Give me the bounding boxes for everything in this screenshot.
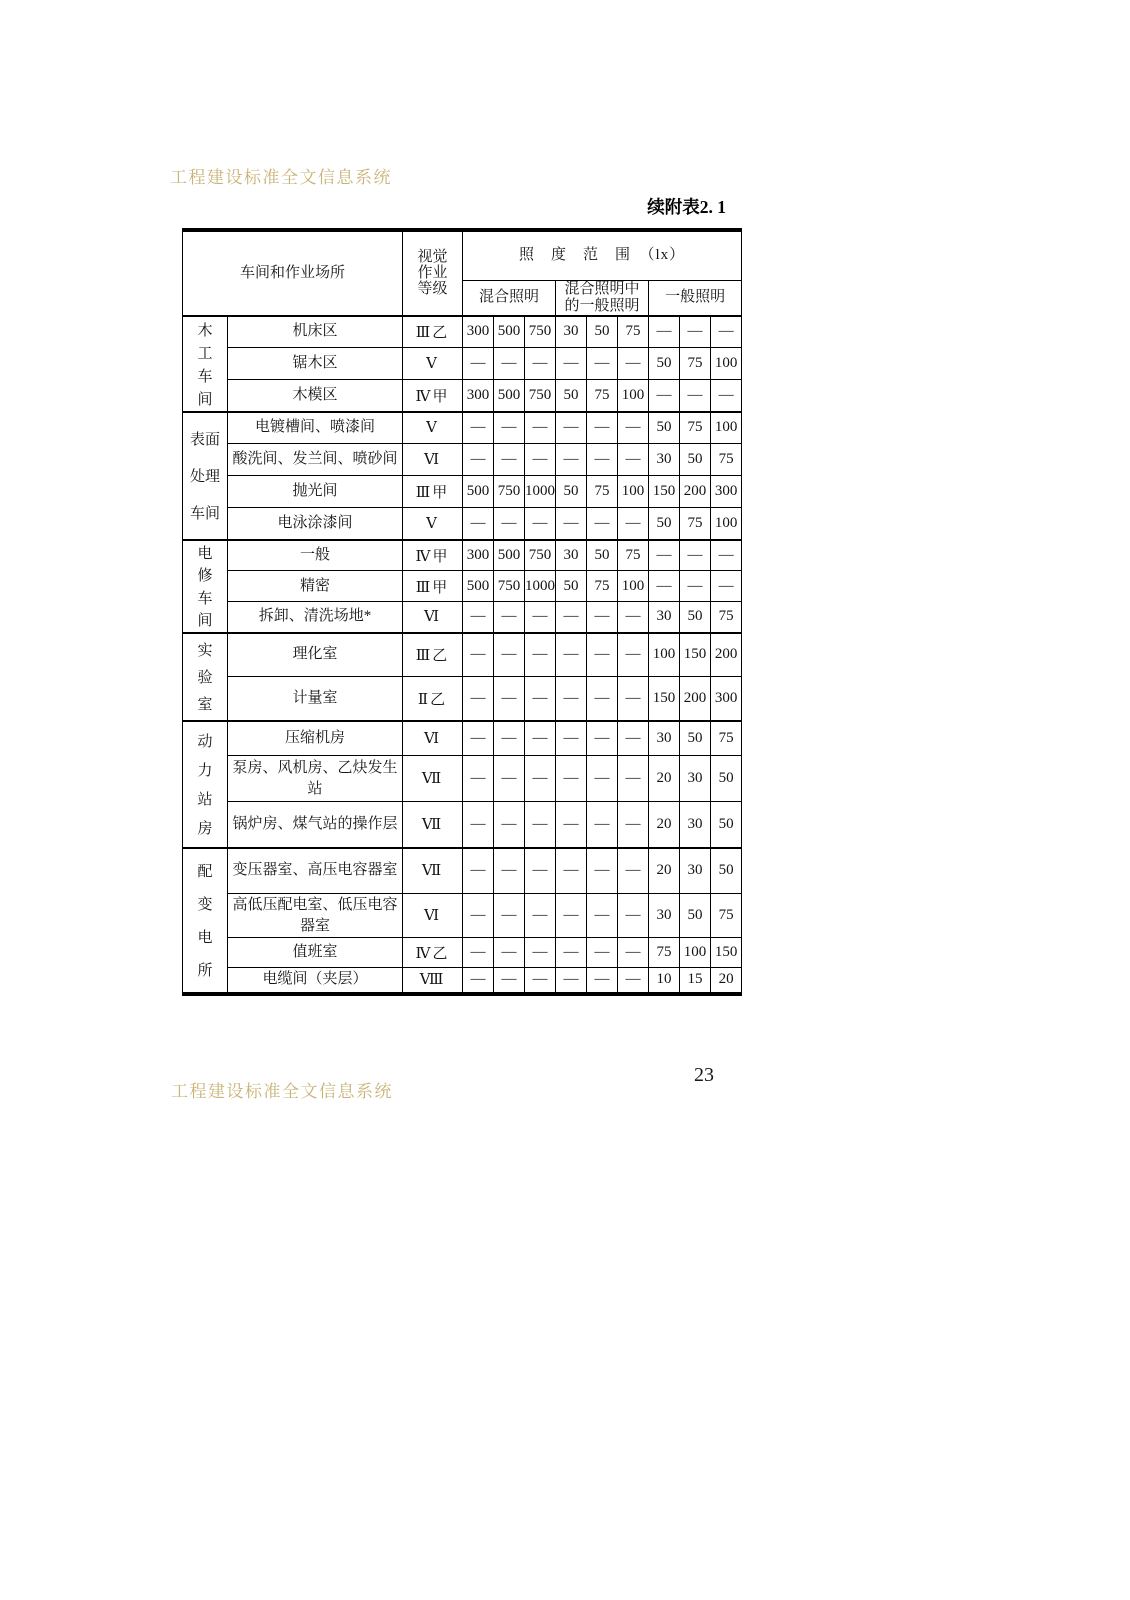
illuminance-value-cell: — (587, 968, 618, 994)
illuminance-value-cell: — (463, 677, 494, 721)
table-row (183, 540, 742, 571)
illuminance-value-cell: — (587, 894, 618, 938)
row-name: 一般 (228, 540, 403, 571)
footer-brand-text: 工程建设标准全文信息系统 (171, 1082, 393, 1101)
illuminance-value-cell: 75 (680, 348, 711, 380)
illuminance-value-cell: — (587, 633, 618, 677)
illuminance-value-cell: 150 (680, 633, 711, 677)
illuminance-value-cell: 750 (494, 476, 525, 508)
illuminance-value-cell: — (587, 802, 618, 848)
visual-grade-cell: Ⅷ (403, 968, 463, 994)
illuminance-value-cell: — (556, 444, 587, 476)
illuminance-value-cell: 150 (711, 938, 742, 968)
illuminance-value-cell: 100 (711, 508, 742, 540)
illuminance-value-cell: — (587, 677, 618, 721)
illuminance-value-cell: 30 (649, 894, 680, 938)
visual-grade-cell: Ⅲ甲 (403, 571, 463, 602)
illuminance-value-cell: — (463, 633, 494, 677)
illuminance-value-cell: — (711, 540, 742, 571)
visual-grade-cell: Ⅵ (403, 602, 463, 633)
table-row (183, 571, 742, 602)
illuminance-value-cell: 30 (680, 756, 711, 802)
illuminance-value-cell: — (525, 968, 556, 994)
illuminance-value-cell: — (556, 348, 587, 380)
visual-grade-cell: Ⅳ甲 (403, 540, 463, 571)
visual-grade-cell: Ⅴ (403, 348, 463, 380)
illuminance-value-cell: — (494, 677, 525, 721)
illuminance-value-cell: — (494, 802, 525, 848)
row-name: 变压器室、高压电容器室 (228, 848, 403, 894)
illuminance-value-cell: — (556, 602, 587, 633)
illuminance-value-cell: — (556, 721, 587, 756)
group-label-line: 车 (197, 368, 213, 385)
group-label-line: 表面 (189, 432, 220, 449)
table-row (183, 476, 742, 508)
col-header-mixed-lighting: 混合照明 (463, 280, 556, 316)
row-name: 抛光间 (228, 476, 403, 508)
illuminance-value-cell: — (463, 602, 494, 633)
illuminance-value-cell: 100 (618, 380, 649, 412)
table-row (183, 444, 742, 476)
group-label-line: 间 (197, 391, 213, 408)
illuminance-value-cell: 500 (463, 476, 494, 508)
illuminance-value-cell: — (680, 380, 711, 412)
illuminance-value-cell: — (463, 756, 494, 802)
table-group (183, 848, 742, 994)
illuminance-value-cell: 50 (556, 476, 587, 508)
header-line: 的一般照明 (564, 297, 640, 314)
table-row (183, 380, 742, 412)
illuminance-value-cell: — (463, 508, 494, 540)
group-label-line: 变 (197, 897, 213, 914)
col-header-illuminance-range: 照 度 范 围 （lx） (463, 230, 742, 280)
illuminance-value-cell: 50 (649, 412, 680, 444)
illuminance-value-cell: 15 (680, 968, 711, 994)
table-row (183, 848, 742, 894)
illuminance-value-cell: 75 (587, 380, 618, 412)
illuminance-value-cell: — (494, 412, 525, 444)
illuminance-value-cell: — (463, 802, 494, 848)
illuminance-value-cell: — (649, 540, 680, 571)
group-label-lines (183, 849, 227, 992)
table-row (183, 721, 742, 756)
illuminance-value-cell: 75 (618, 540, 649, 571)
row-name: 锅炉房、煤气站的操作层 (228, 802, 403, 848)
group-label-lines (183, 413, 227, 539)
illuminance-value-cell: 100 (680, 938, 711, 968)
illuminance-value-cell: 750 (525, 540, 556, 571)
illuminance-value-cell: — (680, 316, 711, 348)
row-name: 高低压配电室、低压电容器室 (228, 894, 403, 938)
group-label-line: 房 (197, 821, 213, 838)
illuminance-value-cell: — (618, 602, 649, 633)
group-label-line: 室 (197, 696, 213, 713)
illuminance-value-cell: — (556, 508, 587, 540)
illuminance-value-cell: — (618, 802, 649, 848)
row-name: 机床区 (228, 316, 403, 348)
group-label (183, 540, 228, 633)
row-name: 电泳涂漆间 (228, 508, 403, 540)
illuminance-value-cell: — (494, 602, 525, 633)
illuminance-value-cell: — (587, 348, 618, 380)
row-name: 电缆间（夹层） (228, 968, 403, 994)
table-row (183, 894, 742, 938)
group-label-line: 车 (197, 590, 213, 607)
illuminance-value-cell: 150 (649, 677, 680, 721)
illuminance-value-cell: — (711, 571, 742, 602)
group-label (183, 848, 228, 994)
illuminance-value-cell: — (618, 677, 649, 721)
illuminance-value-cell: — (494, 348, 525, 380)
illuminance-value-cell: — (618, 756, 649, 802)
illuminance-value-cell: — (556, 756, 587, 802)
illuminance-value-cell: 1000 (525, 571, 556, 602)
illuminance-value-cell: — (618, 348, 649, 380)
table-group (183, 721, 742, 848)
row-name: 电镀槽间、喷漆间 (228, 412, 403, 444)
illuminance-value-cell: — (618, 968, 649, 994)
illuminance-value-cell: 100 (649, 633, 680, 677)
illuminance-value-cell: 200 (680, 677, 711, 721)
illuminance-value-cell: — (587, 602, 618, 633)
illuminance-value-cell: — (525, 848, 556, 894)
visual-grade-cell: Ⅲ甲 (403, 476, 463, 508)
illuminance-value-cell: 75 (680, 412, 711, 444)
group-label-lines (183, 722, 227, 847)
group-label-line: 处理 (189, 469, 220, 485)
illuminance-value-cell: 30 (680, 848, 711, 894)
illuminance-value-cell: — (556, 677, 587, 721)
illuminance-value-cell: 50 (649, 348, 680, 380)
row-name: 木模区 (228, 380, 403, 412)
illuminance-value-cell: 50 (649, 508, 680, 540)
illuminance-value-cell: — (587, 721, 618, 756)
group-label-line: 动 (197, 733, 213, 750)
illuminance-value-cell: — (525, 938, 556, 968)
illuminance-value-cell: — (525, 721, 556, 756)
group-label-line: 实 (197, 643, 213, 660)
illuminance-value-cell: — (587, 444, 618, 476)
group-label (183, 412, 228, 540)
visual-grade-cell: Ⅶ (403, 802, 463, 848)
illuminance-value-cell: 500 (494, 316, 525, 348)
illuminance-value-cell: 750 (525, 316, 556, 348)
illuminance-value-cell: — (711, 316, 742, 348)
illuminance-value-cell: — (649, 571, 680, 602)
row-name: 酸洗间、发兰间、喷砂间 (228, 444, 403, 476)
illuminance-value-cell: 75 (711, 894, 742, 938)
row-name: 拆卸、清洗场地* (228, 602, 403, 633)
illuminance-value-cell: 50 (680, 602, 711, 633)
illuminance-value-cell: 50 (711, 848, 742, 894)
illuminance-value-cell: 50 (711, 802, 742, 848)
group-label (183, 721, 228, 848)
illuminance-value-cell: — (525, 802, 556, 848)
group-label-line: 电 (197, 929, 213, 946)
illuminance-value-cell: — (494, 968, 525, 994)
illuminance-value-cell: — (525, 412, 556, 444)
illuminance-value-cell: — (494, 444, 525, 476)
illuminance-value-cell: — (649, 316, 680, 348)
illuminance-value-cell: 50 (680, 894, 711, 938)
row-name: 精密 (228, 571, 403, 602)
visual-grade-cell: Ⅶ (403, 848, 463, 894)
group-label-lines (183, 634, 227, 720)
illuminance-value-cell: — (680, 540, 711, 571)
visual-grade-cell: Ⅵ (403, 894, 463, 938)
table-row (183, 756, 742, 802)
group-label (183, 316, 228, 412)
illuminance-value-cell: — (711, 380, 742, 412)
illuminance-value-cell: — (525, 602, 556, 633)
illuminance-value-cell: 30 (556, 540, 587, 571)
group-label-line: 站 (197, 792, 213, 809)
row-name: 压缩机房 (228, 721, 403, 756)
table-row (183, 633, 742, 677)
group-label-line: 电 (197, 545, 213, 562)
header-line: 等级 (417, 281, 448, 298)
group-label-line: 间 (197, 613, 213, 630)
table-row (183, 677, 742, 721)
illuminance-value-cell: — (587, 938, 618, 968)
illuminance-value-cell: — (556, 938, 587, 968)
illuminance-value-cell: — (556, 802, 587, 848)
visual-grade-cell: Ⅵ (403, 721, 463, 756)
illuminance-value-cell: — (525, 508, 556, 540)
illuminance-value-cell: — (649, 380, 680, 412)
table-row (183, 508, 742, 540)
illuminance-value-cell: 20 (649, 756, 680, 802)
group-label-line: 所 (197, 962, 213, 979)
illuminance-value-cell: — (463, 968, 494, 994)
illuminance-value-cell: 30 (649, 444, 680, 476)
illuminance-value-cell: — (618, 721, 649, 756)
illuminance-value-cell: 50 (587, 316, 618, 348)
illuminance-value-cell: — (587, 412, 618, 444)
illuminance-value-cell: 75 (587, 476, 618, 508)
illuminance-value-cell: 75 (587, 571, 618, 602)
illuminance-value-cell: 300 (463, 380, 494, 412)
illuminance-value-cell: 30 (680, 802, 711, 848)
illuminance-value-cell: — (525, 677, 556, 721)
illuminance-value-cell: 20 (711, 968, 742, 994)
illuminance-value-cell: — (525, 633, 556, 677)
illuminance-value-cell: — (463, 848, 494, 894)
illuminance-value-cell: 30 (649, 602, 680, 633)
table-row (183, 412, 742, 444)
illuminance-value-cell: — (494, 721, 525, 756)
illuminance-value-cell: — (525, 894, 556, 938)
visual-grade-cell: Ⅱ乙 (403, 677, 463, 721)
col-header-visual-grade (403, 230, 463, 316)
illuminance-value-cell: — (494, 508, 525, 540)
illuminance-value-cell: 10 (649, 968, 680, 994)
group-label-line: 木 (197, 322, 213, 339)
illuminance-value-cell: — (525, 444, 556, 476)
visual-grade-cell: Ⅲ乙 (403, 633, 463, 677)
illuminance-value-cell: — (463, 938, 494, 968)
table-row (183, 968, 742, 994)
illuminance-table (182, 228, 742, 996)
illuminance-value-cell: — (680, 571, 711, 602)
visual-grade-cell: Ⅴ (403, 508, 463, 540)
illuminance-value-cell: — (494, 756, 525, 802)
illuminance-value-cell: 50 (711, 756, 742, 802)
illuminance-value-cell: 750 (494, 571, 525, 602)
table-header (183, 230, 742, 316)
illuminance-value-cell: 500 (463, 571, 494, 602)
illuminance-value-cell: 75 (711, 444, 742, 476)
illuminance-value-cell: 100 (711, 348, 742, 380)
illuminance-value-cell: 500 (494, 540, 525, 571)
table-group (183, 540, 742, 633)
row-name: 理化室 (228, 633, 403, 677)
table-row (183, 316, 742, 348)
header-line: 视觉 (417, 249, 448, 266)
page-number: 23 (694, 1064, 714, 1086)
illuminance-value-cell: — (463, 348, 494, 380)
visual-grade-cell: Ⅴ (403, 412, 463, 444)
illuminance-value-cell: — (556, 894, 587, 938)
col-header-general-in-mixed (556, 280, 649, 316)
group-label (183, 633, 228, 721)
header-line: 混合照明中 (564, 280, 640, 297)
illuminance-value-cell: 750 (525, 380, 556, 412)
row-name: 计量室 (228, 677, 403, 721)
table-row (183, 802, 742, 848)
table-group (183, 316, 742, 412)
illuminance-value-cell: 20 (649, 848, 680, 894)
illuminance-value-cell: — (618, 894, 649, 938)
illuminance-value-cell: 50 (680, 721, 711, 756)
illuminance-value-cell: 300 (711, 476, 742, 508)
illuminance-value-cell: — (618, 444, 649, 476)
illuminance-value-cell: — (587, 508, 618, 540)
header-line: 作业 (417, 265, 448, 282)
illuminance-value-cell: — (618, 938, 649, 968)
illuminance-value-cell: 1000 (525, 476, 556, 508)
visual-grade-cell: Ⅲ乙 (403, 316, 463, 348)
table-group (183, 633, 742, 721)
group-label-line: 配 (197, 864, 213, 881)
illuminance-value-cell: — (587, 848, 618, 894)
illuminance-value-cell: — (556, 633, 587, 677)
group-label-line: 修 (197, 568, 213, 585)
illuminance-value-cell: 300 (463, 540, 494, 571)
illuminance-value-cell: 50 (556, 571, 587, 602)
group-label-line: 车间 (189, 505, 220, 522)
illuminance-value-cell: 100 (618, 476, 649, 508)
illuminance-value-cell: — (463, 721, 494, 756)
illuminance-value-cell: 20 (649, 802, 680, 848)
illuminance-value-cell: 50 (587, 540, 618, 571)
illuminance-value-cell: — (494, 633, 525, 677)
illuminance-value-cell: 75 (711, 602, 742, 633)
illuminance-value-cell: 200 (711, 633, 742, 677)
illuminance-value-cell: 200 (680, 476, 711, 508)
illuminance-value-cell: — (525, 756, 556, 802)
illuminance-value-cell: 75 (680, 508, 711, 540)
visual-grade-cell: Ⅳ甲 (403, 380, 463, 412)
illuminance-value-cell: — (494, 894, 525, 938)
visual-grade-cell: Ⅵ (403, 444, 463, 476)
group-label-lines (183, 317, 227, 411)
illuminance-value-cell: 50 (680, 444, 711, 476)
illuminance-value-cell: — (556, 412, 587, 444)
illuminance-value-cell: 300 (463, 316, 494, 348)
illuminance-value-cell: — (494, 848, 525, 894)
group-label-line: 工 (197, 345, 213, 362)
row-name: 值班室 (228, 938, 403, 968)
illuminance-value-cell: — (618, 412, 649, 444)
illuminance-value-cell: 75 (649, 938, 680, 968)
table-row (183, 602, 742, 633)
illuminance-value-cell: — (525, 348, 556, 380)
illuminance-value-cell: 500 (494, 380, 525, 412)
illuminance-value-cell: 100 (618, 571, 649, 602)
illuminance-value-cell: 50 (556, 380, 587, 412)
group-label-line: 力 (197, 762, 213, 779)
illuminance-value-cell: 150 (649, 476, 680, 508)
illuminance-value-cell: — (556, 968, 587, 994)
visual-grade-cell: Ⅶ (403, 756, 463, 802)
table-group (183, 412, 742, 540)
illuminance-value-cell: 100 (711, 412, 742, 444)
illuminance-value-cell: — (463, 412, 494, 444)
col-header-workshop: 车间和作业场所 (183, 230, 403, 316)
illuminance-value-cell: 30 (556, 316, 587, 348)
table-row (183, 348, 742, 380)
illuminance-value-cell: — (618, 633, 649, 677)
table-row (183, 938, 742, 968)
illuminance-value-cell: — (587, 756, 618, 802)
illuminance-value-cell: 30 (649, 721, 680, 756)
group-label-lines (183, 541, 227, 632)
illuminance-value-cell: — (556, 848, 587, 894)
group-label-line: 验 (197, 670, 213, 686)
illuminance-value-cell: — (463, 894, 494, 938)
illuminance-value-cell: — (494, 938, 525, 968)
illuminance-value-cell: 300 (711, 677, 742, 721)
illuminance-value-cell: — (463, 444, 494, 476)
row-name: 锯木区 (228, 348, 403, 380)
illuminance-value-cell: 75 (711, 721, 742, 756)
illuminance-value-cell: — (618, 848, 649, 894)
row-name: 泵房、风机房、乙炔发生站 (228, 756, 403, 802)
visual-grade-cell: Ⅳ乙 (403, 938, 463, 968)
col-header-general-lighting: 一般照明 (649, 280, 742, 316)
illuminance-value-cell: — (618, 508, 649, 540)
illuminance-value-cell: 75 (618, 316, 649, 348)
header-brand-text: 工程建设标准全文信息系统 (170, 168, 392, 187)
table-caption: 续附表2. 1 (647, 197, 726, 217)
